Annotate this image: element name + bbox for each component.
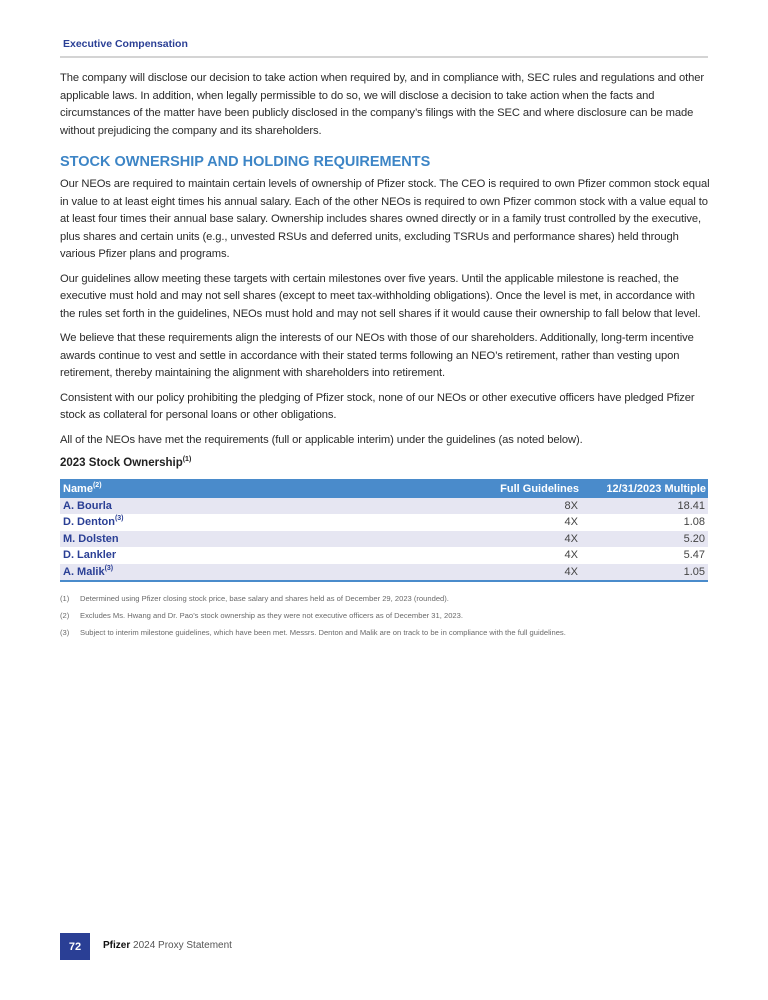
table-row xyxy=(60,547,708,564)
column-header-name xyxy=(60,479,289,498)
name-text: D. Lankler xyxy=(63,549,117,562)
cell-name xyxy=(60,531,289,548)
cell-full-guidelines: 8X xyxy=(289,498,581,514)
paragraph-milestones: Our guidelines allow meeting these targets with certain milestones over five years. Until the applicable milestone is reached, the executive must hold and may not sell shares (except to meet tax-withholding obligations). Once the level is met, in accordance with the rules set forth in the guidelines, NEOs must hold and may not sell shares if it would cause their ownership to fall below that level. xyxy=(60,272,701,320)
footnote xyxy=(60,628,710,638)
footer-brand: Pfizer xyxy=(103,940,131,951)
cell-full-guidelines: 4X xyxy=(289,531,581,548)
paragraph-compliance: All of the NEOs have met the requirements (full or applicable interim) under the guidelines (as noted below). xyxy=(60,433,583,446)
page-number: 72 xyxy=(60,933,90,960)
paragraph-ownership-requirements: Our NEOs are required to maintain certain levels of ownership of Pfizer stock. The CEO is required to own Pfizer common stock equal in value to at least eight times his annual salary. Each of the other NEOs is required to own Pfizer common stock with a value equal to at least four times their annual base salary. Ownership includes shares owned directly or in a family trust controlled by the executive, plus shares and certain units (e.g., unvested RSUs and deferred units, excluding TSRUs and performance shares) held through various Pfizer plans and programs. xyxy=(60,178,710,260)
footnote-text: Subject to interim milestone guidelines, which have been met. Messrs. Denton and Malik are on track to be in compliance with the full guidelines. xyxy=(80,627,566,637)
table-row xyxy=(60,564,708,581)
table-title xyxy=(60,457,710,469)
cell-multiple: 5.20 xyxy=(581,531,708,548)
paragraph-alignment: We believe that these requirements align the interests of our NEOs with those of our shareholders. Additionally, long-term incentive awards continue to vest and settle in accordance with their stated terms following an NEO’s retirement, rather than vesting upon retirement, thereby maintaining the alignment with shareholders into retirement. xyxy=(60,332,694,379)
header-divider xyxy=(60,56,708,58)
footer-document-name: 2024 Proxy Statement xyxy=(133,940,232,951)
cell-name xyxy=(60,564,289,581)
table-title-text: 2023 Stock Ownership xyxy=(60,457,183,469)
cell-multiple: 1.08 xyxy=(581,514,708,531)
footnote-mark: (2) xyxy=(60,610,70,620)
cell-full-guidelines: 4X xyxy=(289,564,581,581)
cell-name xyxy=(60,498,289,514)
name-text: A. Malik xyxy=(63,565,105,578)
name-text: M. Dolsten xyxy=(63,532,119,545)
footnote-ref: (2) xyxy=(92,481,102,489)
footnote-ref: (3) xyxy=(114,515,124,523)
footnote xyxy=(60,611,710,621)
footnote-text: Excludes Ms. Hwang and Dr. Pao’s stock ownership as they were not executive officers as of December 31, 2023. xyxy=(80,610,463,620)
cell-full-guidelines: 4X xyxy=(289,514,581,531)
table-row xyxy=(60,531,708,548)
footnotes xyxy=(60,594,710,638)
cell-multiple: 5.47 xyxy=(581,547,708,564)
section-title: STOCK OWNERSHIP AND HOLDING REQUIREMENTS xyxy=(60,154,431,170)
cell-multiple: 1.05 xyxy=(581,564,708,581)
page-content xyxy=(60,70,710,645)
table-header-row xyxy=(60,479,708,498)
column-header-full-guidelines: Full Guidelines xyxy=(500,482,579,495)
cell-multiple: 18.41 xyxy=(581,498,708,514)
paragraph-disclosure: The company will disclose our decision to take action when required by, and in compliance with, SEC rules and regulations and other applicable laws. In addition, when legally permissible to do so, we will disclose a decision to take action when the facts and circumstances of the matter have been publicly disclosed in the company’s filings with the SEC and where disclosure can be made without prejudicing the company and its shareholders. xyxy=(60,72,705,137)
stock-ownership-table xyxy=(60,479,708,582)
cell-name xyxy=(60,547,289,564)
footnote-ref: (1) xyxy=(182,456,192,463)
column-header-name-text: Name xyxy=(63,482,93,495)
column-header-multiple: 12/31/2023 Multiple xyxy=(606,482,706,495)
name-text: A. Bourla xyxy=(63,499,112,512)
table-row xyxy=(60,514,708,531)
footnote xyxy=(60,594,710,604)
table-row xyxy=(60,498,708,514)
footnote-ref: (3) xyxy=(104,564,114,572)
cell-full-guidelines: 4X xyxy=(289,547,581,564)
footer-document-title xyxy=(103,940,232,951)
paragraph-pledging: Consistent with our policy prohibiting the pledging of Pfizer stock, none of our NEOs or other executive officers have pledged Pfizer stock as collateral for personal loans or other obligations. xyxy=(60,391,695,421)
name-text: D. Denton xyxy=(63,516,115,529)
cell-name xyxy=(60,514,289,531)
footnote-mark: (3) xyxy=(60,627,70,637)
section-header: Executive Compensation xyxy=(63,38,188,50)
footnote-mark: (1) xyxy=(60,593,70,603)
footnote-text: Determined using Pfizer closing stock price, base salary and shares held as of December 29, 2023 (rounded). xyxy=(80,593,449,603)
